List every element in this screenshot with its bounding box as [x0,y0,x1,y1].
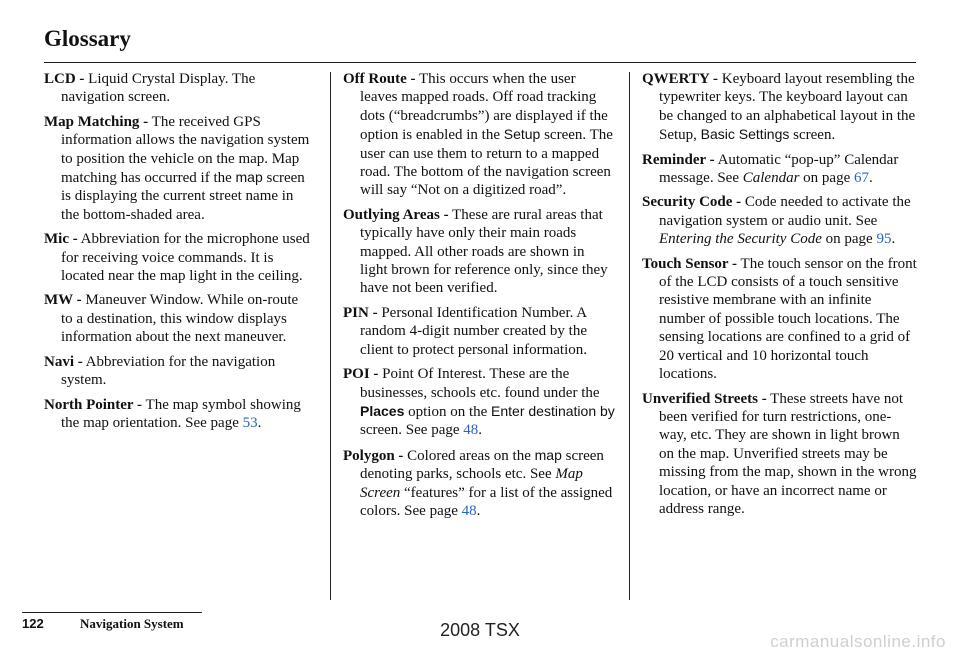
definition: screen is displaying the current street name in the bottom-shaded area. [61,170,305,223]
entry-mic [44,230,312,285]
entry-qwerty [642,70,918,145]
entry-navi [44,353,312,390]
definition: Maneuver Window. While on-route to a destination, this window displays information about the next maneuver. [61,292,299,346]
definition: . [476,502,481,519]
glossary-column-3 [642,70,918,524]
definition: . [868,170,873,187]
entry-lcd [44,70,312,107]
definition: option on the [404,403,492,420]
term-navi: Navi - [44,353,83,370]
definition: Code needed to activate the navigation system or audio unit. See [659,194,911,229]
term-mic: Mic - [44,231,78,248]
ui-label-map: map [534,446,562,463]
ui-label-setup: Setup [503,126,541,143]
reference-entering-security-code: Entering the Security Code [659,231,822,248]
definition: These streets have not been verified for turn restrictions, one-way, etc. They are shown in light brown on the map. Unverified streets may be missing from the map, shown in the wrong location, or have an incorrect name or address range. [659,390,917,517]
definition: . [891,231,896,248]
definition: on page [799,170,854,187]
glossary-column-1 [44,70,312,438]
entry-outlying-areas [343,206,615,298]
term-pin: PIN - [343,304,378,321]
page-link-95[interactable]: 95 [876,231,892,248]
term-mw: MW - [44,292,82,309]
definition: This occurs when the user leaves mapped roads. Off road tracking dots (“breadcrumbs”) are displayed if the option is enabled in the [360,71,608,144]
entry-security-code [642,193,918,248]
definition: Automatic “pop-up” Calendar message. See [659,151,899,187]
definition: These are rural areas that typically have only their main roads mapped. All other roads are shown in light brown for reference only, since they have not been verified. [360,206,608,297]
watermark: carmanualsonline.info [770,632,946,651]
page-link-48[interactable]: 48 [463,422,479,439]
term-off-route: Off Route - [343,71,416,87]
definition: . [257,414,262,431]
entry-touch-sensor [642,255,918,384]
ui-label-map: map [235,169,263,186]
column-divider-2 [629,72,630,600]
entry-north-pointer [44,396,312,433]
term-outlying-areas: Outlying Areas - [343,206,449,223]
term-lcd: LCD - [44,71,85,87]
term-unverified-streets: Unverified Streets - [642,390,767,407]
term-north-pointer: North Pointer - [44,396,143,413]
page-link-67[interactable]: 67 [853,170,869,187]
entry-poi [343,365,615,440]
page-link-48[interactable]: 48 [461,502,477,519]
reference-calendar: Calendar [742,170,800,187]
definition: Abbreviation for the microphone used for receiving voice commands. It is located near the map light in the ceiling. [61,231,310,285]
page-number: 122 [22,616,44,631]
definition: screen denoting parks, schools etc. See [360,447,604,483]
definition: screen. The user can use them to return to a mapped road. The bottom of the navigation screen will say “Not on a digitized road”. [360,127,613,199]
definition: Abbreviation for the navigation system. [61,353,276,389]
definition: Point Of Interest. These are the businesses, schools etc. found under the [360,366,600,401]
reference-map-screen: Map Screen [360,466,583,501]
ui-label-places: Places [360,402,405,419]
definition: Liquid Crystal Display. The navigation screen. [61,71,256,106]
ui-label-basic-settings: Basic Settings [700,126,790,143]
term-map-matching: Map Matching - [44,113,149,130]
definition: Colored areas on the [403,447,535,464]
entry-reminder [642,151,918,188]
definition: on page [821,231,877,248]
title-divider [44,62,916,63]
glossary-column-2 [343,70,615,526]
entry-pin [343,304,615,359]
term-qwerty: QWERTY - [642,71,719,87]
term-poi: POI - [343,366,379,383]
definition: The touch sensor on the front of the LCD consists of a touch sensitive resistive membrane with an infinite number of possible touch locations. The sensing locations are confined to a grid of 20 vertical and 10 horizontal touch locations. [659,255,917,383]
entry-unverified-streets [642,390,918,519]
entry-polygon [343,446,615,521]
term-polygon: Polygon - [343,447,404,464]
definition: The map symbol showing the map orientation. See page [61,396,301,431]
column-divider-1 [330,72,331,600]
entry-mw [44,291,312,346]
footer-section-title: Navigation System [80,616,184,631]
definition: Keyboard layout resembling the typewriter keys. The keyboard layout can be changed to an alphabetical layout in the Setup, [659,71,916,144]
page-title: Glossary [44,26,131,51]
term-touch-sensor: Touch Sensor - [642,255,738,272]
definition: screen. [789,127,836,144]
term-reminder: Reminder - [642,151,715,168]
entry-map-matching [44,113,312,224]
ui-label-enter-destination: Enter destination by [491,402,615,419]
definition: . [478,422,483,439]
entry-off-route [343,70,615,200]
definition: screen. See page [360,422,464,439]
definition: The received GPS information allows the navigation system to position the vehicle on the map. Map matching has occurred if the [61,113,310,187]
term-security-code: Security Code - [642,194,742,211]
definition: Personal Identification Number. A random 4-digit number created by the client to protect personal information. [360,304,588,358]
footer-divider [22,612,202,613]
vehicle-model-label: 2008 TSX [440,620,520,640]
definition: “features” for a list of the assigned colors. See page [360,484,613,519]
page-link-53[interactable]: 53 [242,414,258,431]
